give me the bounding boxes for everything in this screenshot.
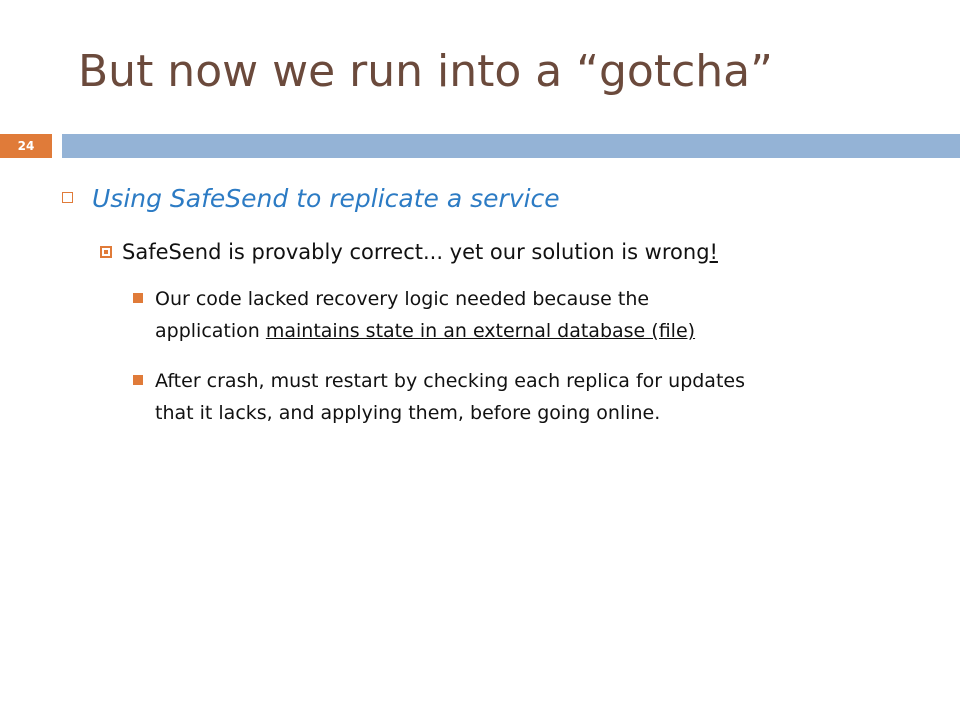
slide-number-badge <box>0 134 52 158</box>
bullet-level2-text-main: SafeSend is provably correct... yet our solution is wrong <box>122 240 710 264</box>
bullet-level2-text-underlined: ! <box>709 240 718 264</box>
slide-number: 24 <box>17 139 35 153</box>
bullet-level2-text <box>122 236 718 268</box>
slide-title: But now we run into a “gotcha” <box>78 46 773 97</box>
bullet-level3-b-line2: that it lacks, and applying them, before going online. <box>155 402 661 424</box>
filled-square-bullet-icon <box>133 293 143 303</box>
bullet-level3-a-line2-underlined: maintains state in an external database (file) <box>265 320 696 342</box>
bullet-level3-a-line2 <box>155 316 695 346</box>
framed-square-bullet-icon <box>100 246 112 258</box>
bullet-level3-a-line1: Our code lacked recovery logic needed because the <box>155 288 650 310</box>
hollow-square-bullet-icon <box>62 192 73 203</box>
bullet-level1-text: Using SafeSend to replicate a service <box>92 184 560 213</box>
bullet-level3-b-line1: After crash, must restart by checking each replica for updates <box>155 370 745 392</box>
bullet-level3-a-line2-main: application <box>155 320 266 342</box>
filled-square-bullet-icon <box>133 375 143 385</box>
title-divider-bar <box>62 134 960 158</box>
